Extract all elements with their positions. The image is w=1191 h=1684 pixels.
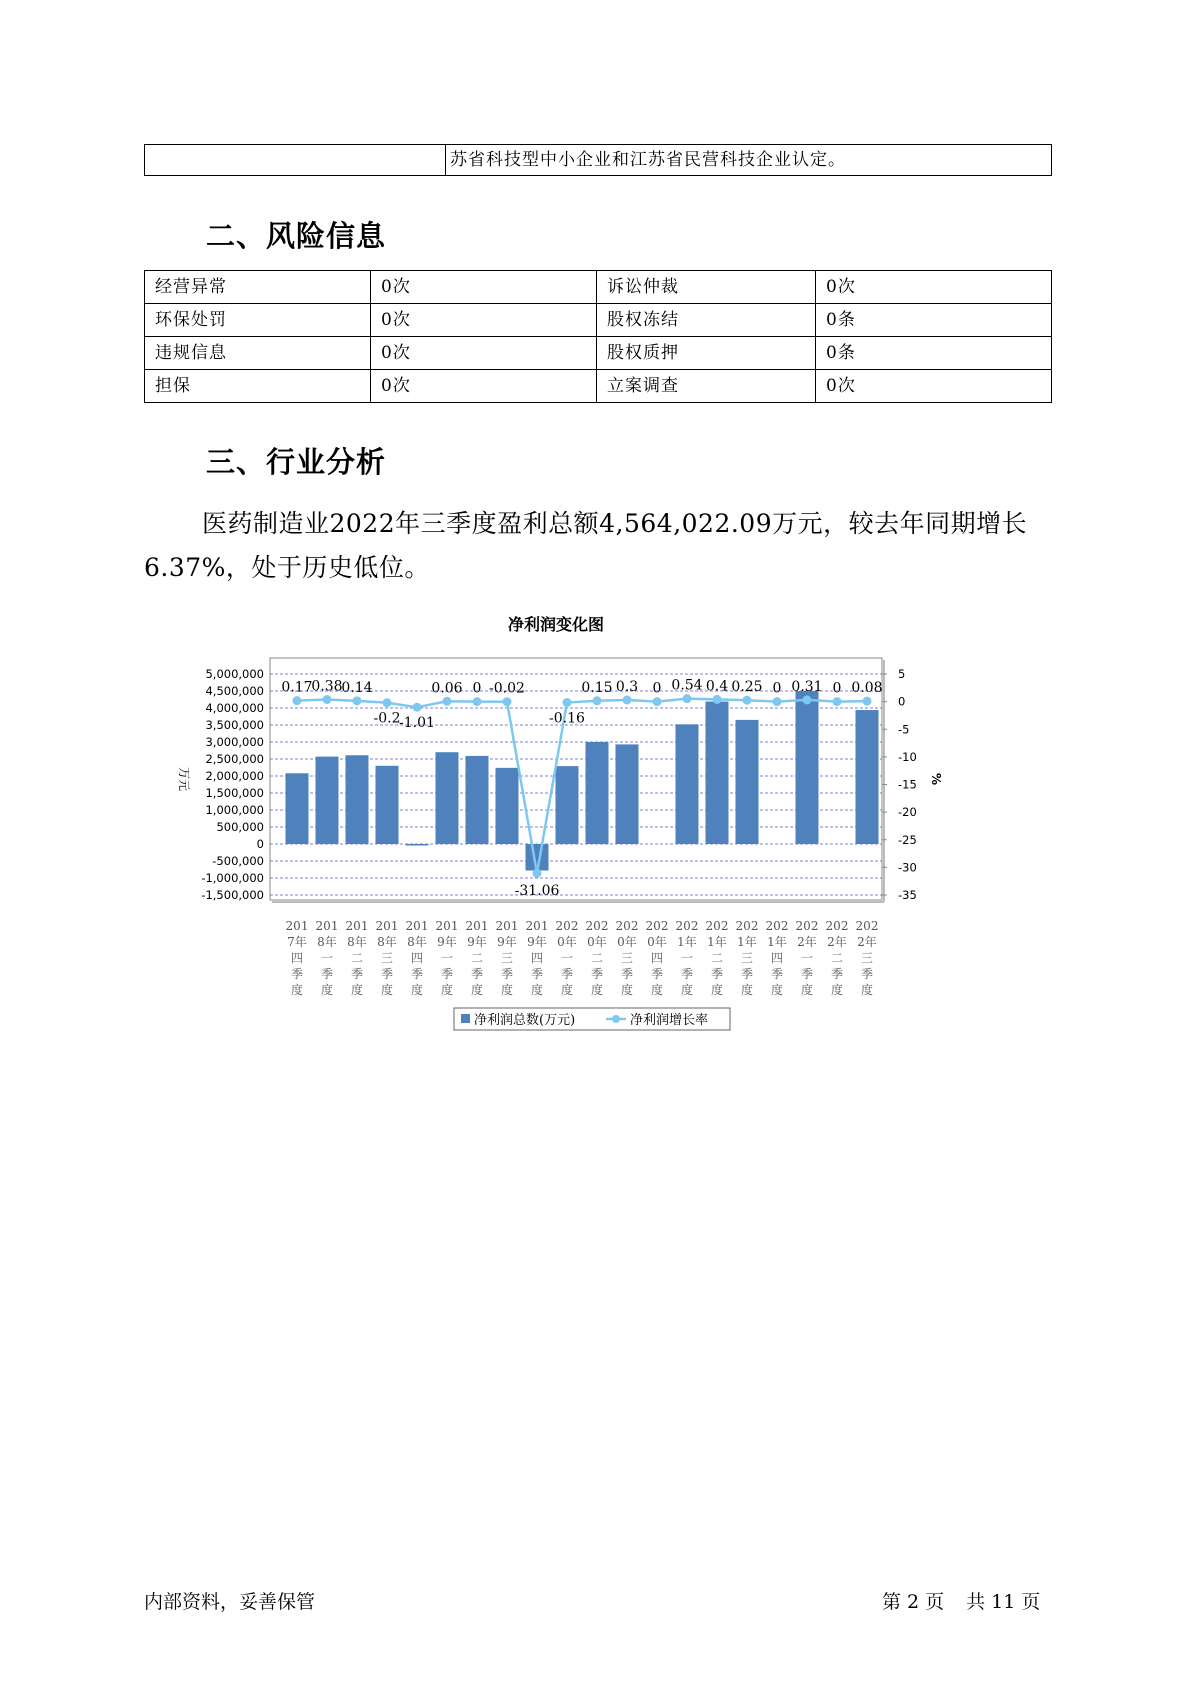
x-tick-label: 202 xyxy=(735,919,759,933)
x-tick-label: 一 xyxy=(440,951,454,965)
bar xyxy=(436,752,459,844)
x-tick-label: 度 xyxy=(650,983,664,997)
x-tick-label: 一 xyxy=(560,951,574,965)
table-row xyxy=(145,304,1052,337)
y2-tick-label: -25 xyxy=(898,832,917,847)
x-tick-label: 季 xyxy=(470,967,484,981)
x-tick-label: 一 xyxy=(320,951,334,965)
x-tick-label: 度 xyxy=(440,983,454,997)
chart-body xyxy=(177,658,943,1030)
x-tick-label: 度 xyxy=(590,983,604,997)
x-tick-label: 2年 xyxy=(827,935,847,949)
x-tick-label: 2年 xyxy=(857,935,877,949)
data-label: 0.4 xyxy=(705,678,729,695)
growth-point xyxy=(683,694,692,703)
total-suffix: 页 xyxy=(1021,1591,1041,1613)
table-cell: 苏省科技型中小企业和江苏省民营科技企业认定。 xyxy=(446,145,1052,176)
x-tick-label: 202 xyxy=(675,919,699,933)
legend-label-bar: 净利润总数(万元) xyxy=(474,1013,576,1028)
y2-tick-label: -30 xyxy=(898,860,917,875)
data-label: 0.38 xyxy=(311,678,343,695)
x-tick-label: 1年 xyxy=(677,935,697,949)
x-tick-label: 度 xyxy=(380,983,394,997)
x-tick-label: 季 xyxy=(290,967,304,981)
table-cell: 0次 xyxy=(816,370,1052,403)
bar xyxy=(586,742,609,844)
bar xyxy=(736,720,759,844)
data-label: 0.06 xyxy=(431,680,463,697)
x-tick-label: 202 xyxy=(645,919,669,933)
legend-swatch-bar xyxy=(461,1014,470,1023)
data-label: 0.54 xyxy=(671,677,703,694)
growth-point xyxy=(443,697,452,706)
y-tick-label: 500,000 xyxy=(216,820,264,834)
table-cell: 环保处罚 xyxy=(145,304,371,337)
x-tick-label: 度 xyxy=(560,983,574,997)
data-label: -0.16 xyxy=(549,710,585,727)
x-tick-label: 度 xyxy=(320,983,334,997)
table-cell: 经营异常 xyxy=(145,271,371,304)
bar xyxy=(616,744,639,844)
growth-point xyxy=(773,697,782,706)
x-tick-label: 9年 xyxy=(467,935,487,949)
x-tick-label: 7年 xyxy=(287,935,307,949)
growth-point xyxy=(653,697,662,706)
footer-note: 内部资料，妥善保管 xyxy=(144,1591,316,1613)
x-tick-label: 四 xyxy=(650,951,664,965)
y-tick-label: 4,000,000 xyxy=(205,701,264,715)
x-tick-label: 201 xyxy=(495,919,519,933)
legend-swatch-marker xyxy=(612,1015,620,1023)
x-tick-label: 9年 xyxy=(437,935,457,949)
section-heading-industry: 三、行业分析 xyxy=(206,445,387,479)
x-tick-label: 度 xyxy=(620,983,634,997)
x-tick-label: 季 xyxy=(500,967,514,981)
y-tick-label: 2,000,000 xyxy=(205,769,264,783)
growth-point xyxy=(473,697,482,706)
x-tick-label: 1年 xyxy=(737,935,757,949)
table-cell: 0条 xyxy=(816,337,1052,370)
data-label: 0 xyxy=(772,680,782,697)
data-label: 0 xyxy=(832,680,842,697)
page-number xyxy=(882,1587,1046,1614)
table-cell: 诉讼仲裁 xyxy=(597,271,816,304)
table-cell: 立案调查 xyxy=(597,370,816,403)
x-tick-label: 二 xyxy=(470,951,484,965)
total-prefix: 共 xyxy=(966,1591,986,1613)
table-cell: 0次 xyxy=(371,337,597,370)
bar xyxy=(406,844,429,846)
y-tick-label: -1,500,000 xyxy=(201,888,264,902)
x-tick-label: 二 xyxy=(590,951,604,965)
table-row xyxy=(145,145,1052,176)
data-label: -31.06 xyxy=(514,883,560,900)
y2-tick-label: 0 xyxy=(898,694,906,709)
x-tick-label: 202 xyxy=(555,919,579,933)
x-tick-label: 9年 xyxy=(527,935,547,949)
x-tick-label: 201 xyxy=(315,919,339,933)
x-tick-label: 二 xyxy=(830,951,844,965)
x-tick-label: 度 xyxy=(680,983,694,997)
data-label: -0.2 xyxy=(373,710,401,727)
growth-point xyxy=(413,703,422,712)
page-suffix: 页 xyxy=(925,1591,945,1613)
x-tick-label: 季 xyxy=(380,967,394,981)
table-cell: 担保 xyxy=(145,370,371,403)
x-tick-label: 季 xyxy=(350,967,364,981)
y-tick-label: 5,000,000 xyxy=(205,667,264,681)
x-tick-label: 四 xyxy=(530,951,544,965)
growth-point xyxy=(833,697,842,706)
growth-point xyxy=(293,696,302,705)
x-tick-label: 0年 xyxy=(557,935,577,949)
table-cell: 0条 xyxy=(816,304,1052,337)
data-label: 0.08 xyxy=(851,680,883,697)
y2-tick-label: -5 xyxy=(898,722,910,737)
x-tick-label: 季 xyxy=(560,967,574,981)
y2-tick-label: 5 xyxy=(898,667,906,681)
x-tick-label: 0年 xyxy=(647,935,667,949)
growth-point xyxy=(383,698,392,707)
x-tick-label: 季 xyxy=(860,967,874,981)
x-tick-label: 度 xyxy=(830,983,844,997)
bar xyxy=(286,773,309,844)
x-tick-label: 季 xyxy=(530,967,544,981)
x-tick-label: 201 xyxy=(375,919,399,933)
y-tick-label: 3,000,000 xyxy=(205,735,264,749)
growth-point xyxy=(623,695,632,704)
x-tick-label: 三 xyxy=(380,951,394,965)
y-tick-label: 1,500,000 xyxy=(205,786,264,800)
x-tick-label: 季 xyxy=(590,967,604,981)
x-tick-label: 201 xyxy=(435,919,459,933)
continuation-table xyxy=(144,144,1052,176)
x-tick-label: 1年 xyxy=(707,935,727,949)
x-tick-label: 季 xyxy=(680,967,694,981)
x-tick-label: 二 xyxy=(710,951,724,965)
x-tick-label: 度 xyxy=(470,983,484,997)
x-tick-label: 度 xyxy=(350,983,364,997)
bar xyxy=(466,756,489,844)
x-tick-label: 度 xyxy=(740,983,754,997)
table-cell: 股权质押 xyxy=(597,337,816,370)
x-tick-label: 一 xyxy=(680,951,694,965)
x-tick-label: 四 xyxy=(770,951,784,965)
y2-tick-label: -35 xyxy=(898,888,917,902)
table-cell: 0次 xyxy=(816,271,1052,304)
y-tick-label: 1,000,000 xyxy=(205,803,264,817)
x-tick-label: 0年 xyxy=(617,935,637,949)
x-tick-label: 三 xyxy=(500,951,514,965)
profit-chart xyxy=(177,612,1010,1072)
data-label: 0.25 xyxy=(731,679,763,696)
x-tick-label: 度 xyxy=(770,983,784,997)
growth-point xyxy=(533,869,542,878)
x-tick-label: 季 xyxy=(800,967,814,981)
x-tick-label: 201 xyxy=(525,919,549,933)
table-cell: 违规信息 xyxy=(145,337,371,370)
x-tick-label: 201 xyxy=(345,919,369,933)
x-tick-label: 二 xyxy=(350,951,364,965)
x-tick-label: 三 xyxy=(860,951,874,965)
y-tick-label: 2,500,000 xyxy=(205,752,264,766)
page-prefix: 第 xyxy=(882,1591,902,1613)
data-label: 0.31 xyxy=(791,678,823,695)
x-tick-label: 8年 xyxy=(377,935,397,949)
page-total: 11 xyxy=(991,1591,1016,1613)
x-tick-label: 202 xyxy=(855,919,879,933)
x-tick-label: 度 xyxy=(710,983,724,997)
y2-tick-label: -15 xyxy=(898,777,917,792)
x-tick-label: 季 xyxy=(410,967,424,981)
x-tick-label: 季 xyxy=(830,967,844,981)
bar xyxy=(856,710,879,844)
legend-label-line: 净利润增长率 xyxy=(630,1013,709,1028)
x-tick-label: 度 xyxy=(800,983,814,997)
y-axis-label: 万元 xyxy=(177,766,191,792)
x-tick-label: 202 xyxy=(585,919,609,933)
data-label: -0.02 xyxy=(489,680,525,697)
bar xyxy=(376,766,399,844)
y-tick-label: 3,500,000 xyxy=(205,718,264,732)
data-label: 0.14 xyxy=(341,679,373,696)
x-tick-label: 三 xyxy=(620,951,634,965)
data-label: 0.15 xyxy=(581,679,613,696)
chart-svg xyxy=(177,612,1010,1072)
x-tick-label: 季 xyxy=(440,967,454,981)
industry-paragraph: 医药制造业2022年三季度盈利总额4,564,022.09万元，较去年同期增长6.37%，处于历史低位。 xyxy=(144,509,1028,582)
x-tick-label: 季 xyxy=(740,967,754,981)
bar xyxy=(316,757,339,844)
y-tick-label: 0 xyxy=(256,837,264,851)
x-tick-label: 三 xyxy=(740,951,754,965)
y-tick-label: -1,000,000 xyxy=(201,871,264,885)
growth-point xyxy=(593,696,602,705)
x-tick-label: 季 xyxy=(710,967,724,981)
y-tick-label: 4,500,000 xyxy=(205,684,264,698)
x-tick-label: 8年 xyxy=(347,935,367,949)
x-tick-label: 8年 xyxy=(317,935,337,949)
growth-point xyxy=(803,695,812,704)
x-tick-label: 9年 xyxy=(497,935,517,949)
table-cell: 股权冻结 xyxy=(597,304,816,337)
growth-point xyxy=(713,695,722,704)
growth-point xyxy=(743,696,752,705)
x-tick-label: 四 xyxy=(290,951,304,965)
x-tick-label: 202 xyxy=(615,919,639,933)
growth-point xyxy=(353,696,362,705)
data-label: -1.01 xyxy=(399,715,435,732)
x-tick-label: 度 xyxy=(500,983,514,997)
x-tick-label: 202 xyxy=(825,919,849,933)
x-tick-label: 202 xyxy=(705,919,729,933)
x-tick-label: 一 xyxy=(800,951,814,965)
table-row xyxy=(145,370,1052,403)
table-cell: 0次 xyxy=(371,304,597,337)
growth-point xyxy=(503,697,512,706)
x-tick-label: 季 xyxy=(650,967,664,981)
bar xyxy=(346,755,369,844)
x-tick-label: 度 xyxy=(860,983,874,997)
table-row xyxy=(145,271,1052,304)
page-current: 2 xyxy=(907,1591,920,1613)
bar xyxy=(796,691,819,844)
risk-table xyxy=(144,270,1052,403)
x-tick-label: 201 xyxy=(285,919,309,933)
table-cell: 0次 xyxy=(371,370,597,403)
data-label: 0 xyxy=(652,680,662,697)
x-tick-label: 季 xyxy=(620,967,634,981)
x-tick-label: 度 xyxy=(290,983,304,997)
x-tick-label: 8年 xyxy=(407,935,427,949)
x-tick-label: 202 xyxy=(795,919,819,933)
x-tick-label: 201 xyxy=(405,919,429,933)
growth-point xyxy=(323,695,332,704)
data-label: 0.17 xyxy=(281,679,313,696)
x-tick-label: 度 xyxy=(530,983,544,997)
y2-tick-label: -10 xyxy=(898,749,917,764)
x-tick-label: 202 xyxy=(765,919,789,933)
table-row xyxy=(145,337,1052,370)
x-tick-label: 度 xyxy=(410,983,424,997)
y-tick-label: -500,000 xyxy=(212,854,264,868)
chart-title: 净利润变化图 xyxy=(507,615,605,634)
growth-point xyxy=(563,698,572,707)
section-heading-risk: 二、风险信息 xyxy=(206,219,387,253)
x-tick-label: 季 xyxy=(770,967,784,981)
x-tick-label: 四 xyxy=(410,951,424,965)
x-tick-label: 1年 xyxy=(767,935,787,949)
data-label: 0.3 xyxy=(615,678,639,695)
bar xyxy=(706,702,729,844)
x-tick-label: 季 xyxy=(320,967,334,981)
x-tick-label: 0年 xyxy=(587,935,607,949)
table-cell: 0次 xyxy=(371,271,597,304)
table-cell-empty xyxy=(145,145,446,176)
x-tick-label: 201 xyxy=(465,919,489,933)
bar xyxy=(556,766,579,844)
x-tick-label: 2年 xyxy=(797,935,817,949)
bar xyxy=(496,768,519,844)
bar xyxy=(676,724,699,844)
growth-point xyxy=(863,697,872,706)
data-label: 0 xyxy=(472,680,482,697)
y2-axis-label: % xyxy=(929,772,943,786)
y2-tick-label: -20 xyxy=(898,805,917,820)
